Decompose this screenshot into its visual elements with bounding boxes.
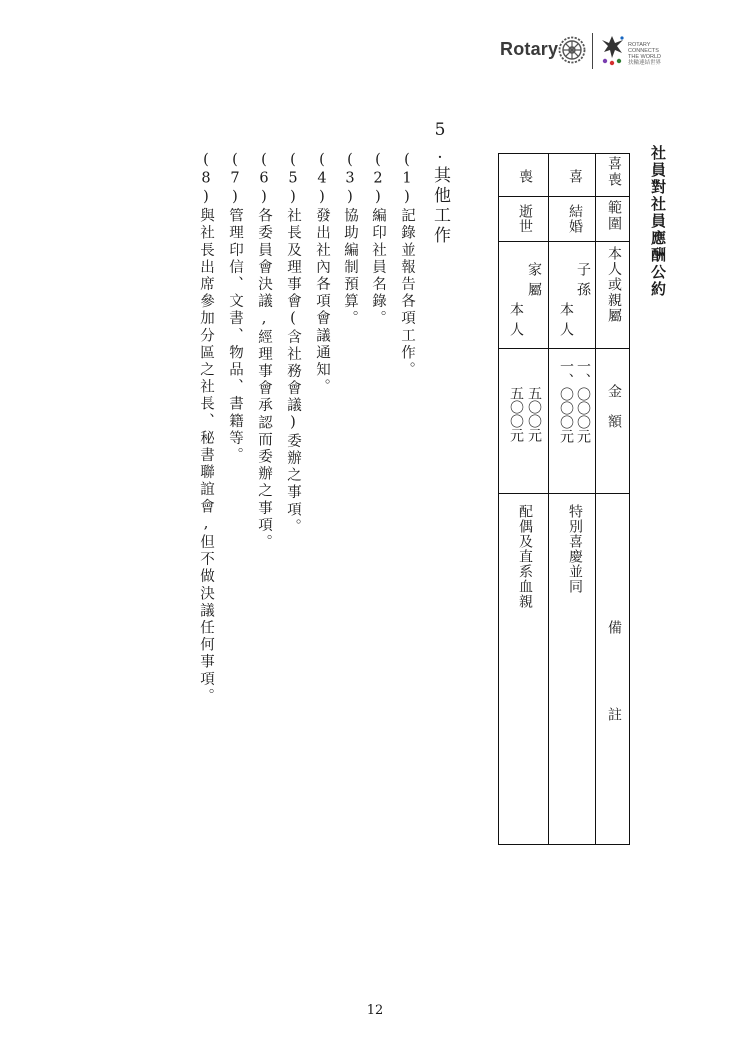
rotary-logo (492, 30, 682, 72)
header-note-1: 備 (606, 620, 622, 637)
table-divider (499, 241, 629, 242)
row-happy-relation-2: 本人 (558, 302, 574, 342)
row-mourning-scope: 逝世 (517, 204, 533, 234)
row-mourning-relation-1: 家屬 (526, 262, 542, 302)
header-amount: 金額 (606, 384, 622, 444)
list-item: (6)各委員會決議,經理事會承認而委辦之事項。 (256, 152, 272, 552)
row-happy-relation-1: 子孫 (575, 262, 591, 302)
row-happy-note: 特別喜慶並同 (567, 504, 583, 594)
row-happy-event: 喜 (567, 169, 583, 186)
table-divider (548, 154, 549, 844)
row-mourning-event: 喪 (517, 169, 533, 186)
list-item: (7)管理印信、文書、物品、書籍等。 (227, 152, 243, 465)
logo-wordmark: Rotary (500, 39, 559, 59)
logo-divider (592, 33, 593, 69)
rewards-table (498, 153, 630, 845)
list-item: (4)發出社內各項會議通知。 (314, 152, 330, 396)
page-title: 社員對社員應酬公約 (649, 145, 667, 298)
header-note-2: 註 (606, 707, 622, 724)
row-happy-scope: 結婚 (567, 204, 583, 234)
header-relation: 本人或親屬 (606, 246, 622, 324)
logo-tagline: ROTARY CONNECTS THE WORLD 扶輪連結世界 (628, 42, 662, 66)
row-mourning-amount-1: 五〇〇元 (526, 386, 542, 442)
list-item: (2)編印社員名錄。 (370, 152, 386, 328)
row-mourning-note: 配偶及直系血親 (517, 504, 533, 609)
row-happy-amount-1: 一、〇〇〇元 (575, 359, 591, 443)
header-scope: 範圍 (606, 200, 622, 232)
connects-emblem-icon (598, 34, 626, 68)
table-divider (499, 196, 629, 197)
page-number: 12 (366, 1003, 384, 1018)
table-divider (595, 154, 596, 844)
list-item: (8)與社長出席參加分區之社長、秘書聯誼會,但不做決議任何事項。 (198, 152, 214, 706)
rotary-wheel-icon (558, 36, 586, 64)
list-item: (1)記錄並報告各項工作。 (399, 152, 415, 379)
header-event: 喜喪 (606, 156, 622, 188)
table-divider (499, 348, 629, 349)
row-mourning-relation-2: 本人 (508, 302, 524, 342)
row-happy-amount-2: 一、〇〇〇元 (558, 359, 574, 443)
list-item: (3)協助編制預算。 (342, 152, 358, 328)
list-item: (5)社長及理事會(含社務會議)委辦之事項。 (285, 152, 301, 536)
table-divider (499, 493, 629, 494)
row-mourning-amount-2: 五〇〇元 (508, 386, 524, 442)
section-heading: 5.其他工作 (430, 120, 450, 246)
